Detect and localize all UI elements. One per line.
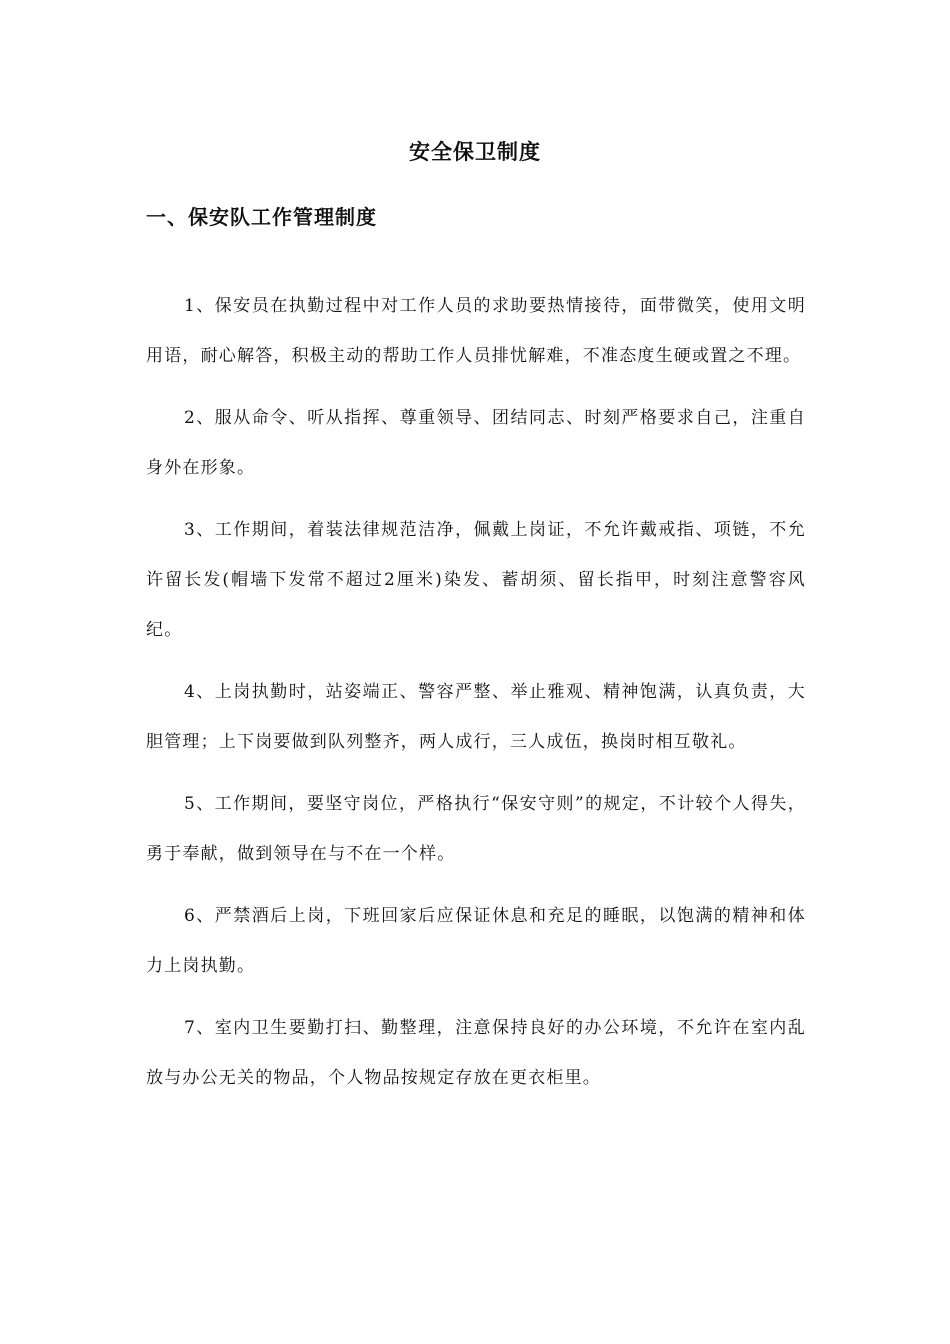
rule-item-3: 3、工作期间，着装法律规范洁净，佩戴上岗证，不允许戴戒指、项链，不允许留长发(帽墙下发常不超过2厘米)染发、蓄胡须、留长指甲，时刻注意警容风纪。: [146, 520, 806, 640]
rule-item-5: 5、工作期间，要坚守岗位，严格执行“保安守则”的规定，不计较个人得失，勇于奉献，做到领导在与不在一个样。: [146, 794, 806, 864]
rule-item-2: 2、服从命令、听从指挥、尊重领导、团结同志、时刻严格要求自己，注重自身外在形象。: [146, 408, 806, 478]
rule-item-1: 1、保安员在执勤过程中对工作人员的求助要热情接待，面带微笑，使用文明用语，耐心解答，积极主动的帮助工作人员排忧解难，不准态度生硬或置之不理。: [146, 296, 806, 366]
rule-item-7: 7、室内卫生要勤打扫、勤整理，注意保持良好的办公环境，不允许在室内乱放与办公无关的物品，个人物品按规定存放在更衣柜里。: [146, 1018, 806, 1088]
rules-list: [146, 281, 806, 1115]
rule-item-6: 6、严禁酒后上岗，下班回家后应保证休息和充足的睡眠，以饱满的精神和体力上岗执勤。: [146, 906, 806, 976]
document-title: 安全保卫制度: [409, 139, 541, 164]
rule-item-4: 4、上岗执勤时，站姿端正、警容严整、举止雅观、精神饱满，认真负责，大胆管理；上下岗要做到队列整齐，两人成行，三人成伍，换岗时相互敬礼。: [146, 682, 806, 752]
section-heading: 一、保安队工作管理制度: [146, 205, 377, 229]
